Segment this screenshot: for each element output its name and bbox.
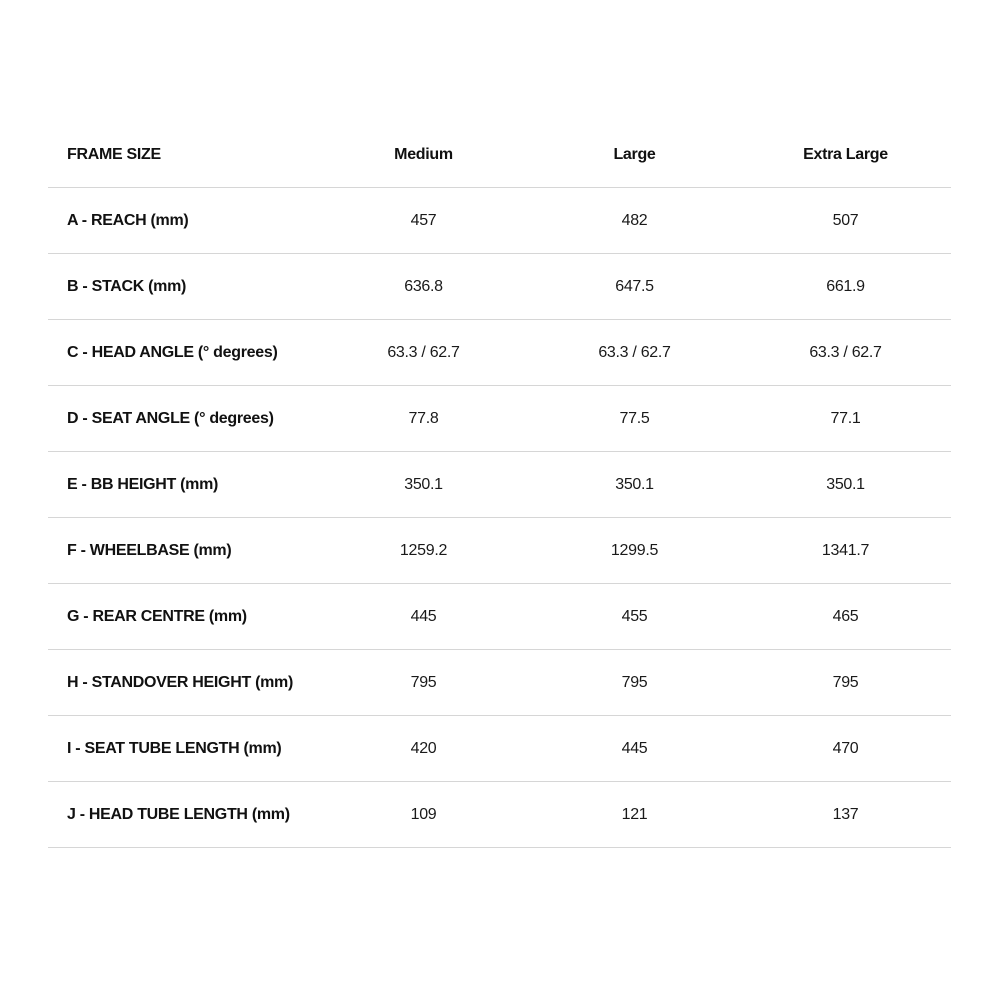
table-row	[48, 254, 951, 320]
row-label: C - HEAD ANGLE (° degrees)	[48, 320, 318, 386]
row-label: I - SEAT TUBE LENGTH (mm)	[48, 716, 318, 782]
frame-size-header: FRAME SIZE	[48, 122, 318, 188]
table-row	[48, 188, 951, 254]
table-row	[48, 584, 951, 650]
cell-value: 137	[740, 782, 951, 848]
row-label: H - STANDOVER HEIGHT (mm)	[48, 650, 318, 716]
cell-value: 420	[318, 716, 529, 782]
table-row	[48, 518, 951, 584]
row-label: G - REAR CENTRE (mm)	[48, 584, 318, 650]
cell-value: 470	[740, 716, 951, 782]
table-row	[48, 650, 951, 716]
cell-value: 507	[740, 188, 951, 254]
cell-value: 795	[529, 650, 740, 716]
table-header-row	[48, 122, 951, 188]
cell-value: 636.8	[318, 254, 529, 320]
cell-value: 647.5	[529, 254, 740, 320]
cell-value: 445	[529, 716, 740, 782]
row-label: F - WHEELBASE (mm)	[48, 518, 318, 584]
cell-value: 77.8	[318, 386, 529, 452]
table-row	[48, 716, 951, 782]
cell-value: 109	[318, 782, 529, 848]
cell-value: 350.1	[529, 452, 740, 518]
cell-value: 350.1	[740, 452, 951, 518]
cell-value: 1341.7	[740, 518, 951, 584]
cell-value: 63.3 / 62.7	[318, 320, 529, 386]
cell-value: 1299.5	[529, 518, 740, 584]
row-label: A - REACH (mm)	[48, 188, 318, 254]
row-label: B - STACK (mm)	[48, 254, 318, 320]
row-label: E - BB HEIGHT (mm)	[48, 452, 318, 518]
row-label: J - HEAD TUBE LENGTH (mm)	[48, 782, 318, 848]
cell-value: 77.1	[740, 386, 951, 452]
cell-value: 795	[318, 650, 529, 716]
table-row	[48, 782, 951, 848]
cell-value: 482	[529, 188, 740, 254]
cell-value: 1259.2	[318, 518, 529, 584]
size-header-extra-large: Extra Large	[740, 122, 951, 188]
cell-value: 661.9	[740, 254, 951, 320]
geometry-table	[48, 122, 951, 848]
cell-value: 121	[529, 782, 740, 848]
row-label: D - SEAT ANGLE (° degrees)	[48, 386, 318, 452]
cell-value: 455	[529, 584, 740, 650]
table-row	[48, 386, 951, 452]
cell-value: 77.5	[529, 386, 740, 452]
table-row	[48, 320, 951, 386]
cell-value: 795	[740, 650, 951, 716]
size-header-large: Large	[529, 122, 740, 188]
cell-value: 350.1	[318, 452, 529, 518]
cell-value: 465	[740, 584, 951, 650]
cell-value: 445	[318, 584, 529, 650]
cell-value: 457	[318, 188, 529, 254]
cell-value: 63.3 / 62.7	[740, 320, 951, 386]
size-header-medium: Medium	[318, 122, 529, 188]
cell-value: 63.3 / 62.7	[529, 320, 740, 386]
table-row	[48, 452, 951, 518]
